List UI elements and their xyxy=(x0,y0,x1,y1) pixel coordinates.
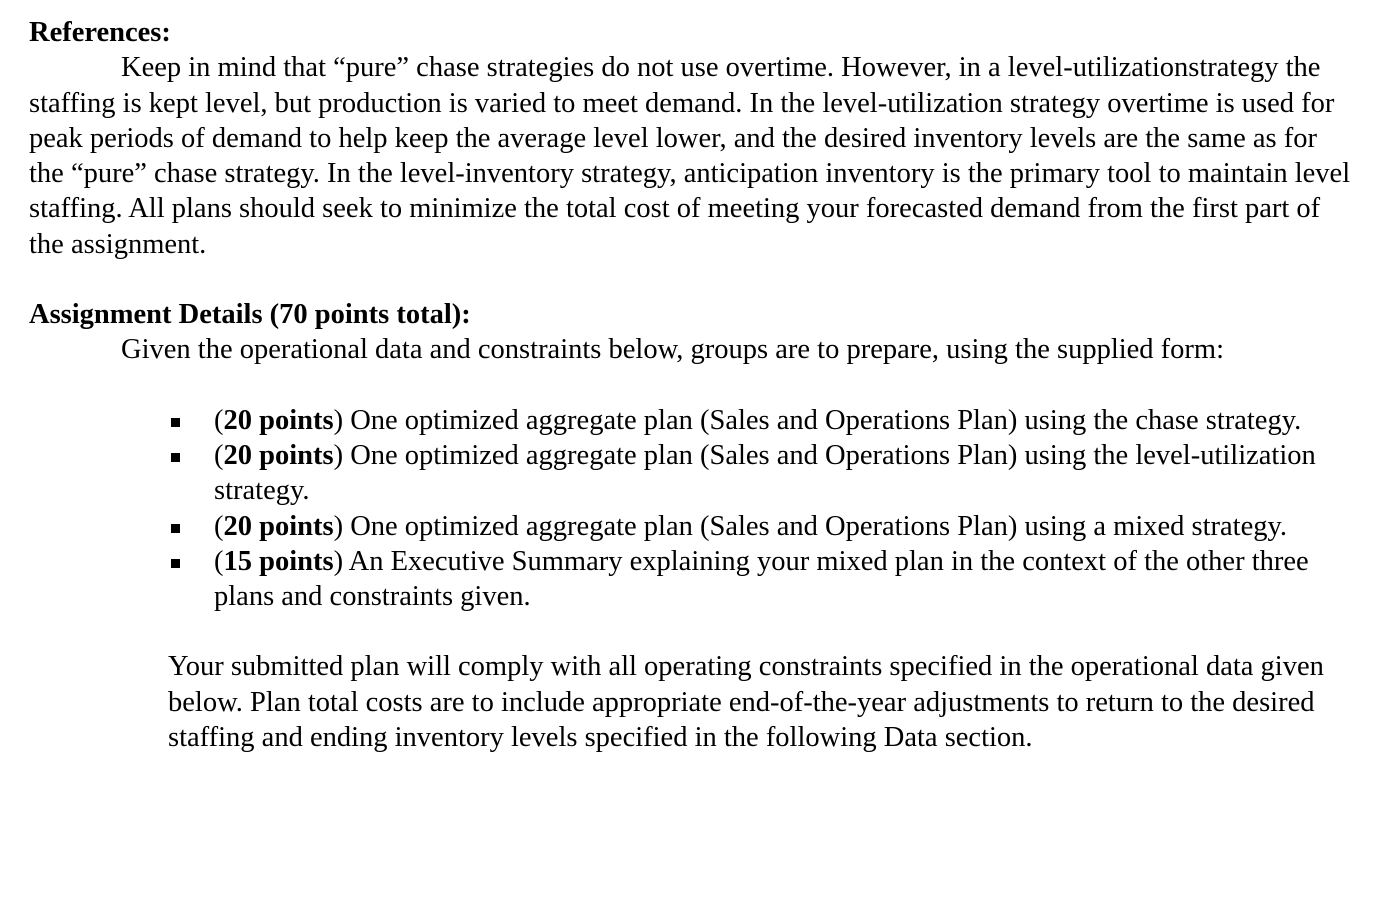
points-label: 20 points xyxy=(223,510,334,542)
list-item: (20 points) One optimized aggregate plan (Sales and Operations Plan) using the level-utilization strategy. xyxy=(214,438,1354,509)
list-item: (20 points) One optimized aggregate plan (Sales and Operations Plan) using the chase strategy. xyxy=(214,403,1354,438)
item-text: One optimized aggregate plan (Sales and Operations Plan) using the chase strategy. xyxy=(343,404,1302,436)
square-bullet-icon xyxy=(171,559,180,568)
closing-paragraph: Your submitted plan will comply with all operating constraints specified in the operational data given below. Plan total costs are to include appropriate end-of-the-year adjustments to return to the desired staffing and ending inventory levels specified in the following Data section. xyxy=(168,651,1324,754)
references-heading: References: xyxy=(29,17,171,48)
points-label: 15 points xyxy=(223,545,334,577)
item-text: One optimized aggregate plan (Sales and Operations Plan) using the level-utilization strategy. xyxy=(214,439,1316,507)
points-label: 20 points xyxy=(223,439,334,471)
assignment-heading: Assignment Details (70 points total): xyxy=(29,299,471,331)
list-item: (15 points) An Executive Summary explaining your mixed plan in the context of the other three plans and constraints given. xyxy=(214,544,1354,615)
assignment-intro: Given the operational data and constraints below, groups are to prepare, using the supplied form: xyxy=(121,334,1224,366)
square-bullet-icon xyxy=(171,453,180,462)
references-paragraph: Keep in mind that “pure” chase strategies do not use overtime. However, in a level-utilizationstrategy the staffing is kept level, but production is varied to meet demand. In the level-utilization strategy overtime is used for peak periods of demand to help keep the average level lower, and the desired inventory levels are the same as for the “pure” chase strategy. In the level-inventory strategy, anticipation inventory is the primary tool to maintain level staffing. All plans should seek to minimize the total cost of meeting your forecasted demand from the first part of the assignment. xyxy=(29,52,1351,260)
spacer xyxy=(29,368,1359,403)
list-item: (20 points) One optimized aggregate plan (Sales and Operations Plan) using a mixed strategy. xyxy=(214,509,1354,544)
item-text: One optimized aggregate plan (Sales and Operations Plan) using a mixed strategy. xyxy=(343,510,1288,542)
item-text: An Executive Summary explaining your mixed plan in the context of the other three plans and constraints given. xyxy=(214,545,1309,613)
square-bullet-icon xyxy=(171,418,180,427)
points-label: 20 points xyxy=(223,404,334,436)
spacer xyxy=(29,614,1359,649)
deliverables-list xyxy=(29,403,1354,615)
spacer xyxy=(29,262,1359,297)
square-bullet-icon xyxy=(171,524,180,533)
